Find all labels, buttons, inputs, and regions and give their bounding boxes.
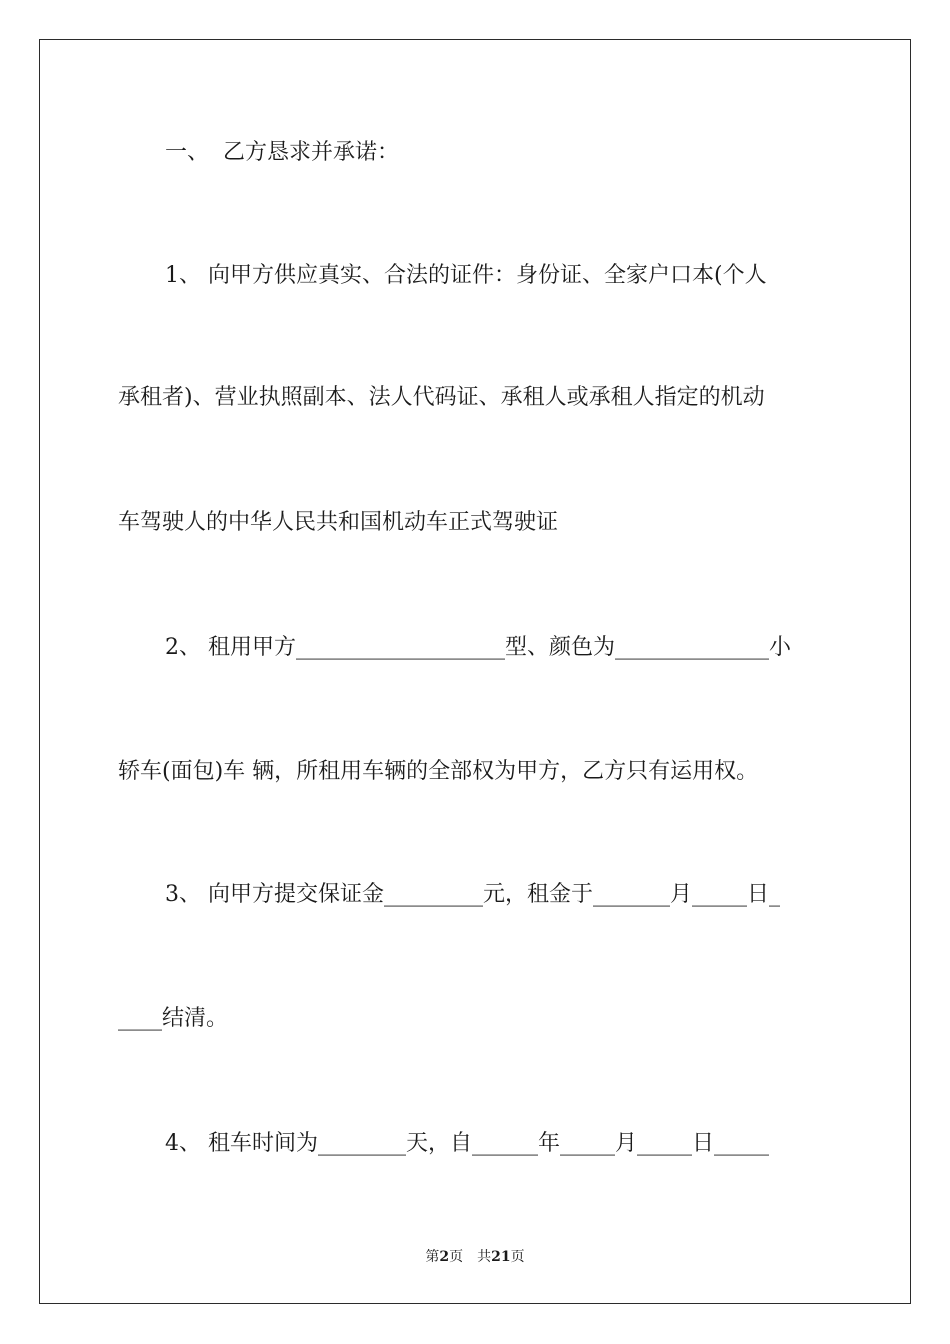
page-suffix: 页 bbox=[510, 1249, 525, 1265]
page-middle: 页 共 bbox=[449, 1249, 492, 1265]
clause-1-line-1: 1、 向甲方供应真实、合法的证件：身份证、全家户口本(个人 bbox=[165, 263, 767, 288]
clause-2-line-1: 2、 租用甲方___________________型、颜色为______________小 bbox=[165, 635, 791, 660]
section-heading: 一、 乙方恳求并承诺： bbox=[165, 140, 399, 165]
clause-2-line-2: 轿车(面包)车 辆，所租用车辆的全部权为甲方，乙方只有运用权。 bbox=[118, 759, 759, 784]
clause-3-line-1: 3、 向甲方提交保证金_________元，租金于_______月_____日_ bbox=[165, 882, 780, 907]
page-total: 21 bbox=[491, 1249, 511, 1265]
page-prefix: 第 bbox=[425, 1249, 440, 1265]
clause-1-line-3: 车驾驶人的中华人民共和国机动车正式驾驶证 bbox=[118, 510, 559, 535]
clause-1-line-2: 承租者)、营业执照副本、法人代码证、承租人或承租人指定的机动 bbox=[118, 385, 765, 410]
page-frame bbox=[39, 39, 911, 1304]
clause-3-line-2: ____结清。 bbox=[118, 1006, 229, 1031]
page-footer bbox=[0, 1246, 950, 1266]
page-current: 2 bbox=[439, 1249, 450, 1265]
clause-4-line-1: 4、 租车时间为________天，自______年_____月_____日_____ bbox=[165, 1131, 769, 1156]
